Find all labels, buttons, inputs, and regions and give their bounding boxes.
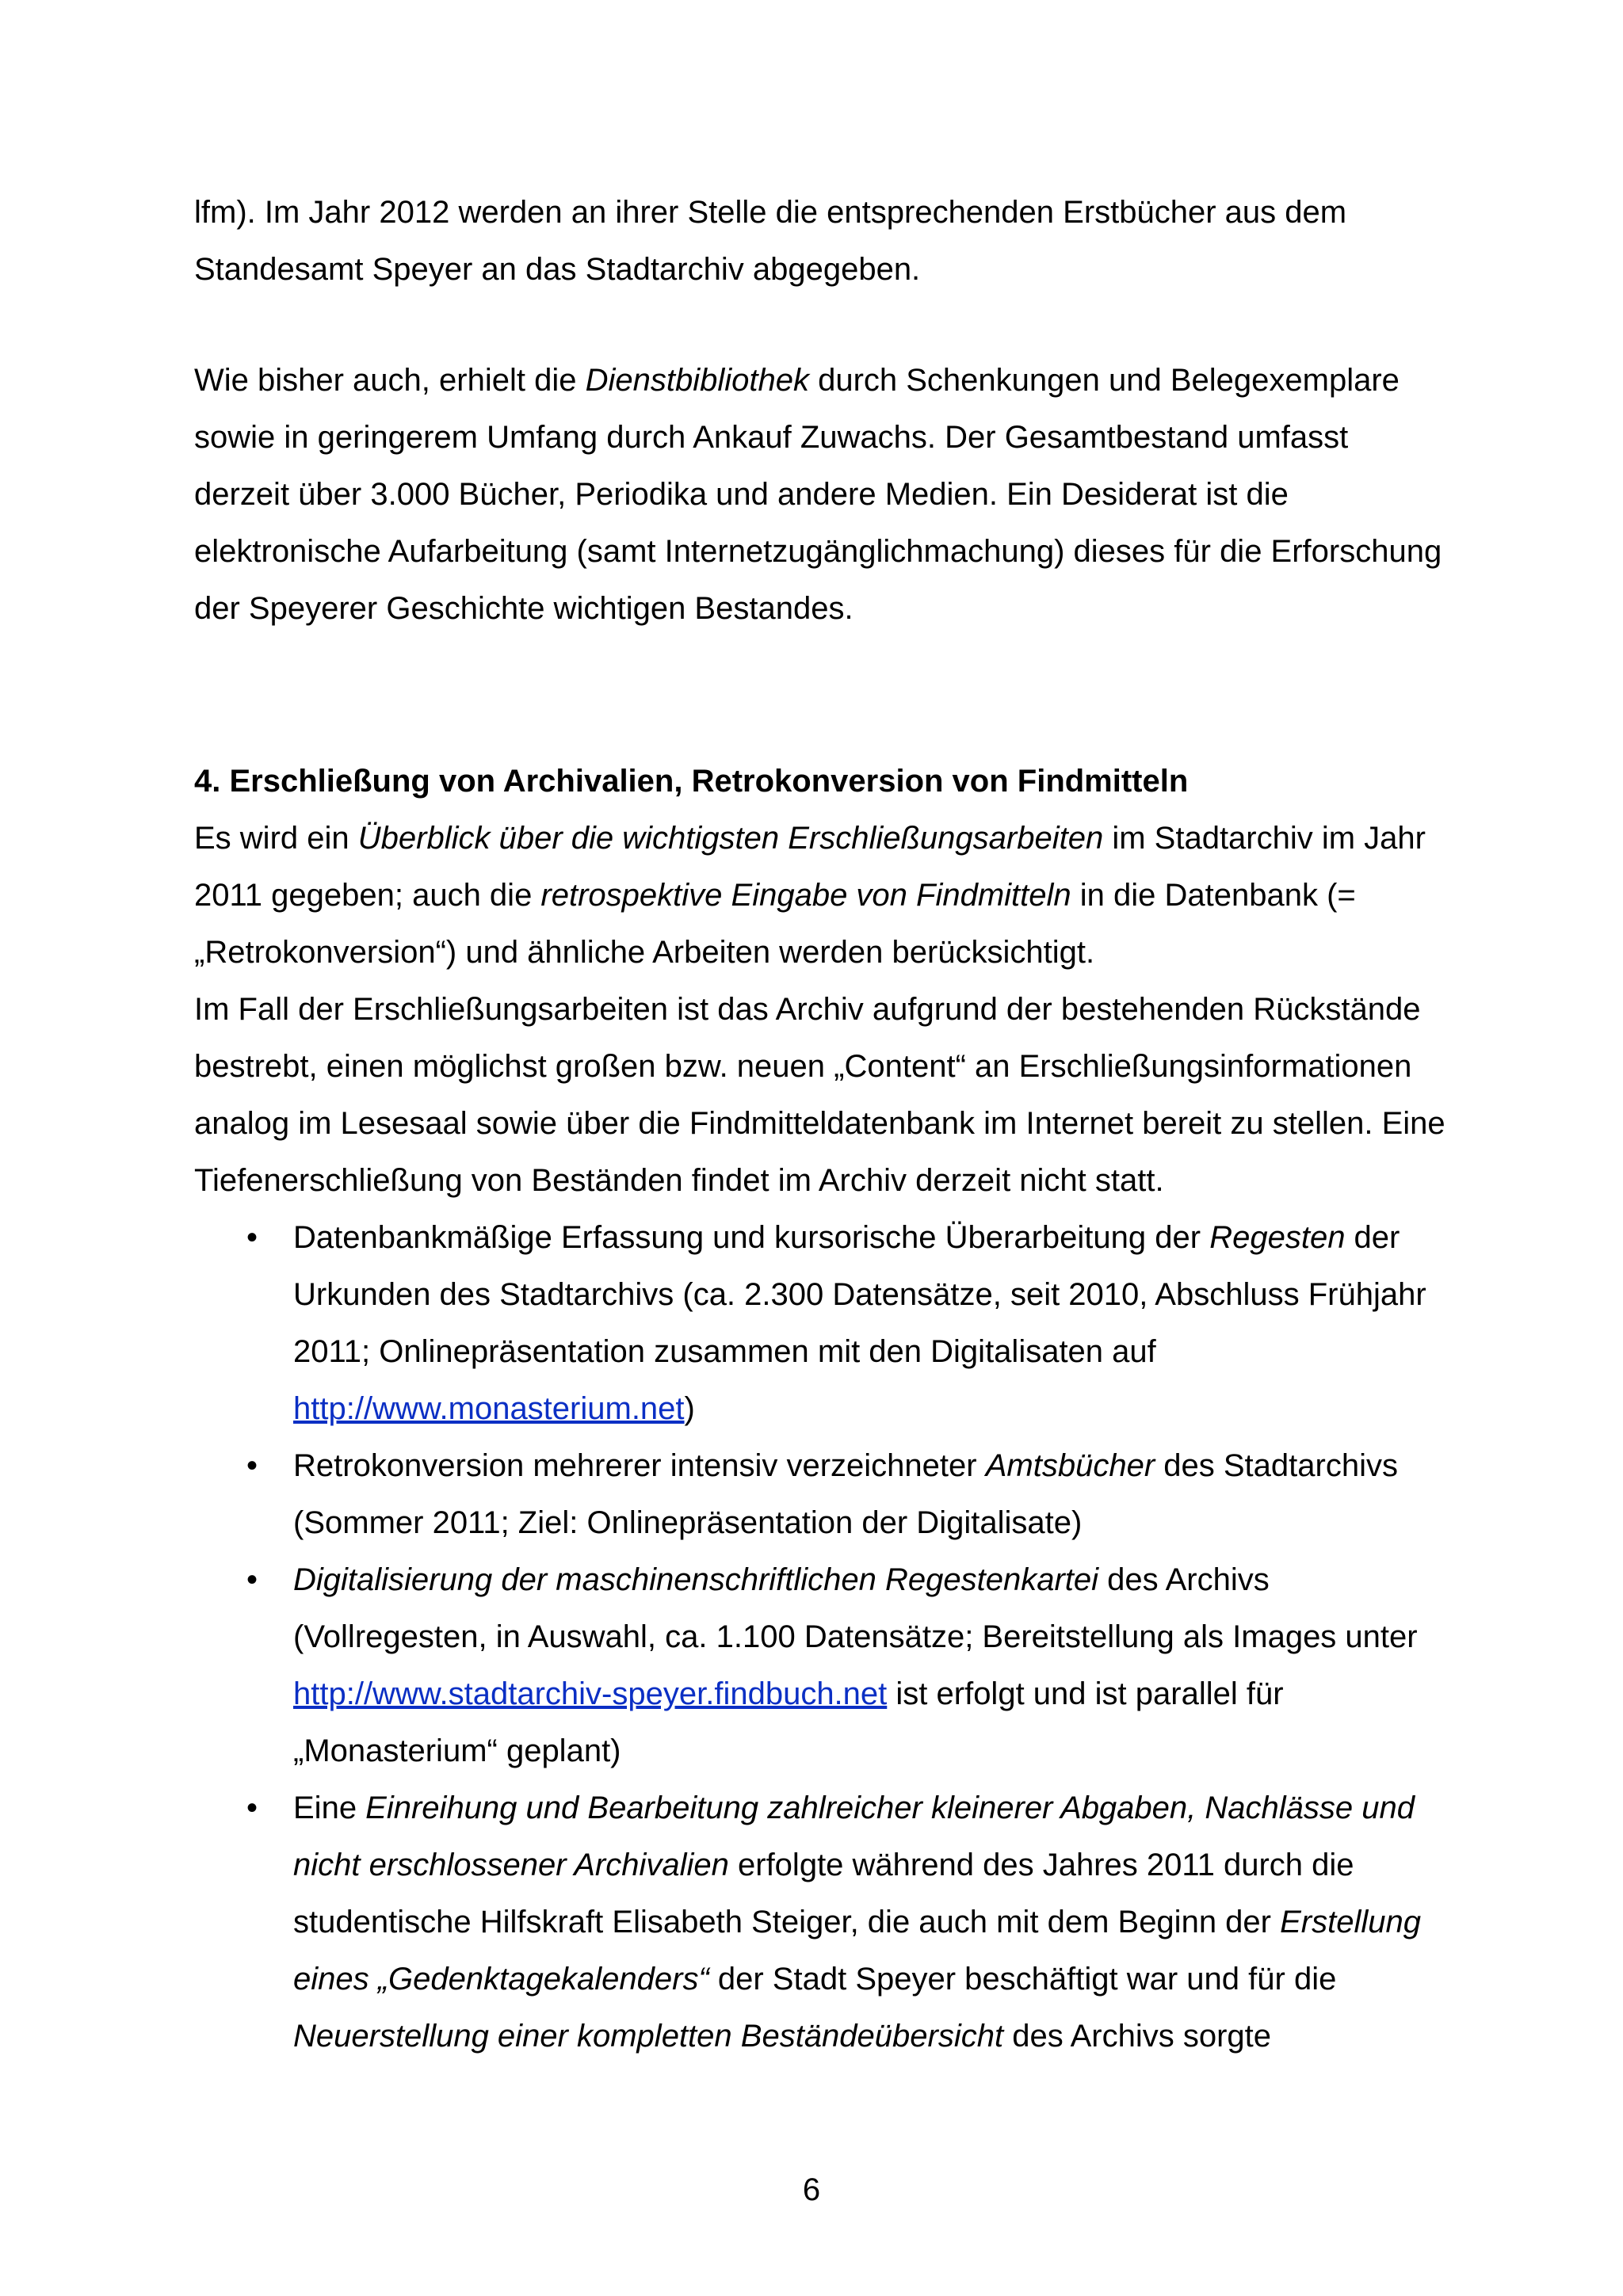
list-item-text: des Stadtarchivs (Sommer 2011; Ziel: Onlinepräsentation der Digitalisate) — [293, 1448, 1398, 1540]
paragraph-standesamt — [194, 184, 1446, 298]
emphasis-digitalisierung: Digitalisierung der maschinenschriftlichen Regestenkartei — [293, 1562, 1099, 1597]
list-item-text: Datenbankmäßige Erfassung und kursorische Überarbeitung der — [293, 1220, 1210, 1255]
section-gap — [194, 637, 1446, 753]
list-item-text: der Stadt Speyer beschäftigt war und für die — [708, 1962, 1337, 1997]
emphasis-gedenktagekalender: Erstellung eines „Gedenktagekalenders“ — [293, 1905, 1421, 1997]
bullet-list — [194, 1209, 1446, 2065]
list-item — [194, 1551, 1446, 1779]
list-item-text: erfolgte während des Jahres 2011 durch die studentische Hilfskraft Elisabeth Steiger, die auch mit dem Beginn der — [293, 1848, 1354, 1939]
emphasis-retrospektive-eingabe: retrospektive Eingabe von Findmitteln — [540, 878, 1071, 913]
page-number: 6 — [802, 2172, 821, 2207]
paragraph-text: im Stadtarchiv im Jahr 2011 gegeben; auch die — [194, 821, 1426, 913]
emphasis-einreihung: Einreihung und Bearbeitung zahlreicher kleinerer Abgaben, Nachlässe und nicht erschlossener Archivalien — [293, 1791, 1415, 1882]
paragraph-gap — [194, 298, 1446, 352]
emphasis-regesten: Regesten — [1209, 1220, 1346, 1255]
emphasis-bestaendeuebersicht: Neuerstellung einer kompletten Beständeübersicht — [293, 2019, 1004, 2054]
bullet-icon: • — [246, 1220, 258, 1255]
paragraph-text: Wie bisher auch, erhielt die — [194, 363, 586, 398]
list-item-text: der Urkunden des Stadtarchivs (ca. 2.300 Datensätze, seit 2010, Abschluss Frühjahr 2011; Onlinepräsentation zusammen mit den Digitalisaten auf — [293, 1220, 1426, 1369]
document-page — [194, 184, 1446, 2065]
bullet-icon: • — [246, 1562, 258, 1597]
list-item-text: Eine — [293, 1791, 366, 1825]
section-heading: 4. Erschließung von Archivalien, Retrokonversion von Findmitteln — [194, 764, 1189, 799]
section-paragraph: Im Fall der Erschließungsarbeiten ist das Archiv aufgrund der bestehenden Rückstände bestrebt, einen möglichst großen bzw. neuen „Content“ an Erschließungsinformationen analog im Lesesaal sowie über die Findmitteldatenbank im Internet bereit zu stellen. Eine Tiefenerschließung von Beständen findet im Archiv derzeit nicht statt. — [194, 992, 1445, 1198]
emphasis-ueberblick: Überblick über die wichtigsten Erschließungsarbeiten — [357, 821, 1104, 856]
list-item-text: des Archivs (Vollregesten, in Auswahl, ca. 1.100 Datensätze; Bereitstellung als Images unter — [293, 1562, 1418, 1654]
list-item-text: ) — [684, 1391, 695, 1426]
emphasis-dienstbibliothek: Dienstbibliothek — [585, 363, 809, 398]
paragraph-dienstbibliothek — [194, 352, 1446, 637]
paragraph-text: lfm). Im Jahr 2012 werden an ihrer Stelle die entsprechenden Erstbücher aus dem Standesamt Speyer an das Stadtarchiv abgegeben. — [194, 195, 1347, 287]
list-item — [194, 1209, 1446, 1437]
paragraph-text: in die Datenbank (= „Retrokonversion“) und ähnliche Arbeiten werden berücksichtigt. — [194, 878, 1356, 970]
bullet-icon: • — [246, 1791, 258, 1825]
list-item — [194, 1779, 1446, 2065]
paragraph-text: durch Schenkungen und Belegexemplare sowie in geringerem Umfang durch Ankauf Zuwachs. Der Gesamtbestand umfasst derzeit über 3.000 Bücher, Periodika und andere Medien. Ein Desiderat ist die elektronische Aufarbeitung (samt Internetzugänglichmachung) dieses für die Erforschung der Speyerer Geschichte wichtigen Bestandes. — [194, 363, 1442, 626]
list-item-text: ist erfolgt und ist parallel für „Monasterium“ geplant) — [293, 1676, 1284, 1768]
link-findbuch[interactable]: http://www.stadtarchiv-speyer.findbuch.net — [293, 1676, 888, 1711]
paragraph-text: Es wird ein — [194, 821, 358, 856]
list-item-text: Retrokonversion mehrerer intensiv verzeichneter — [293, 1448, 986, 1483]
section-intro — [194, 810, 1446, 981]
list-item — [194, 1437, 1446, 1551]
link-monasterium[interactable]: http://www.monasterium.net — [293, 1391, 685, 1426]
list-item-text: des Archivs sorgte — [1003, 2019, 1272, 2054]
bullet-icon: • — [246, 1448, 258, 1483]
emphasis-amtsbuecher: Amtsbücher — [985, 1448, 1155, 1483]
